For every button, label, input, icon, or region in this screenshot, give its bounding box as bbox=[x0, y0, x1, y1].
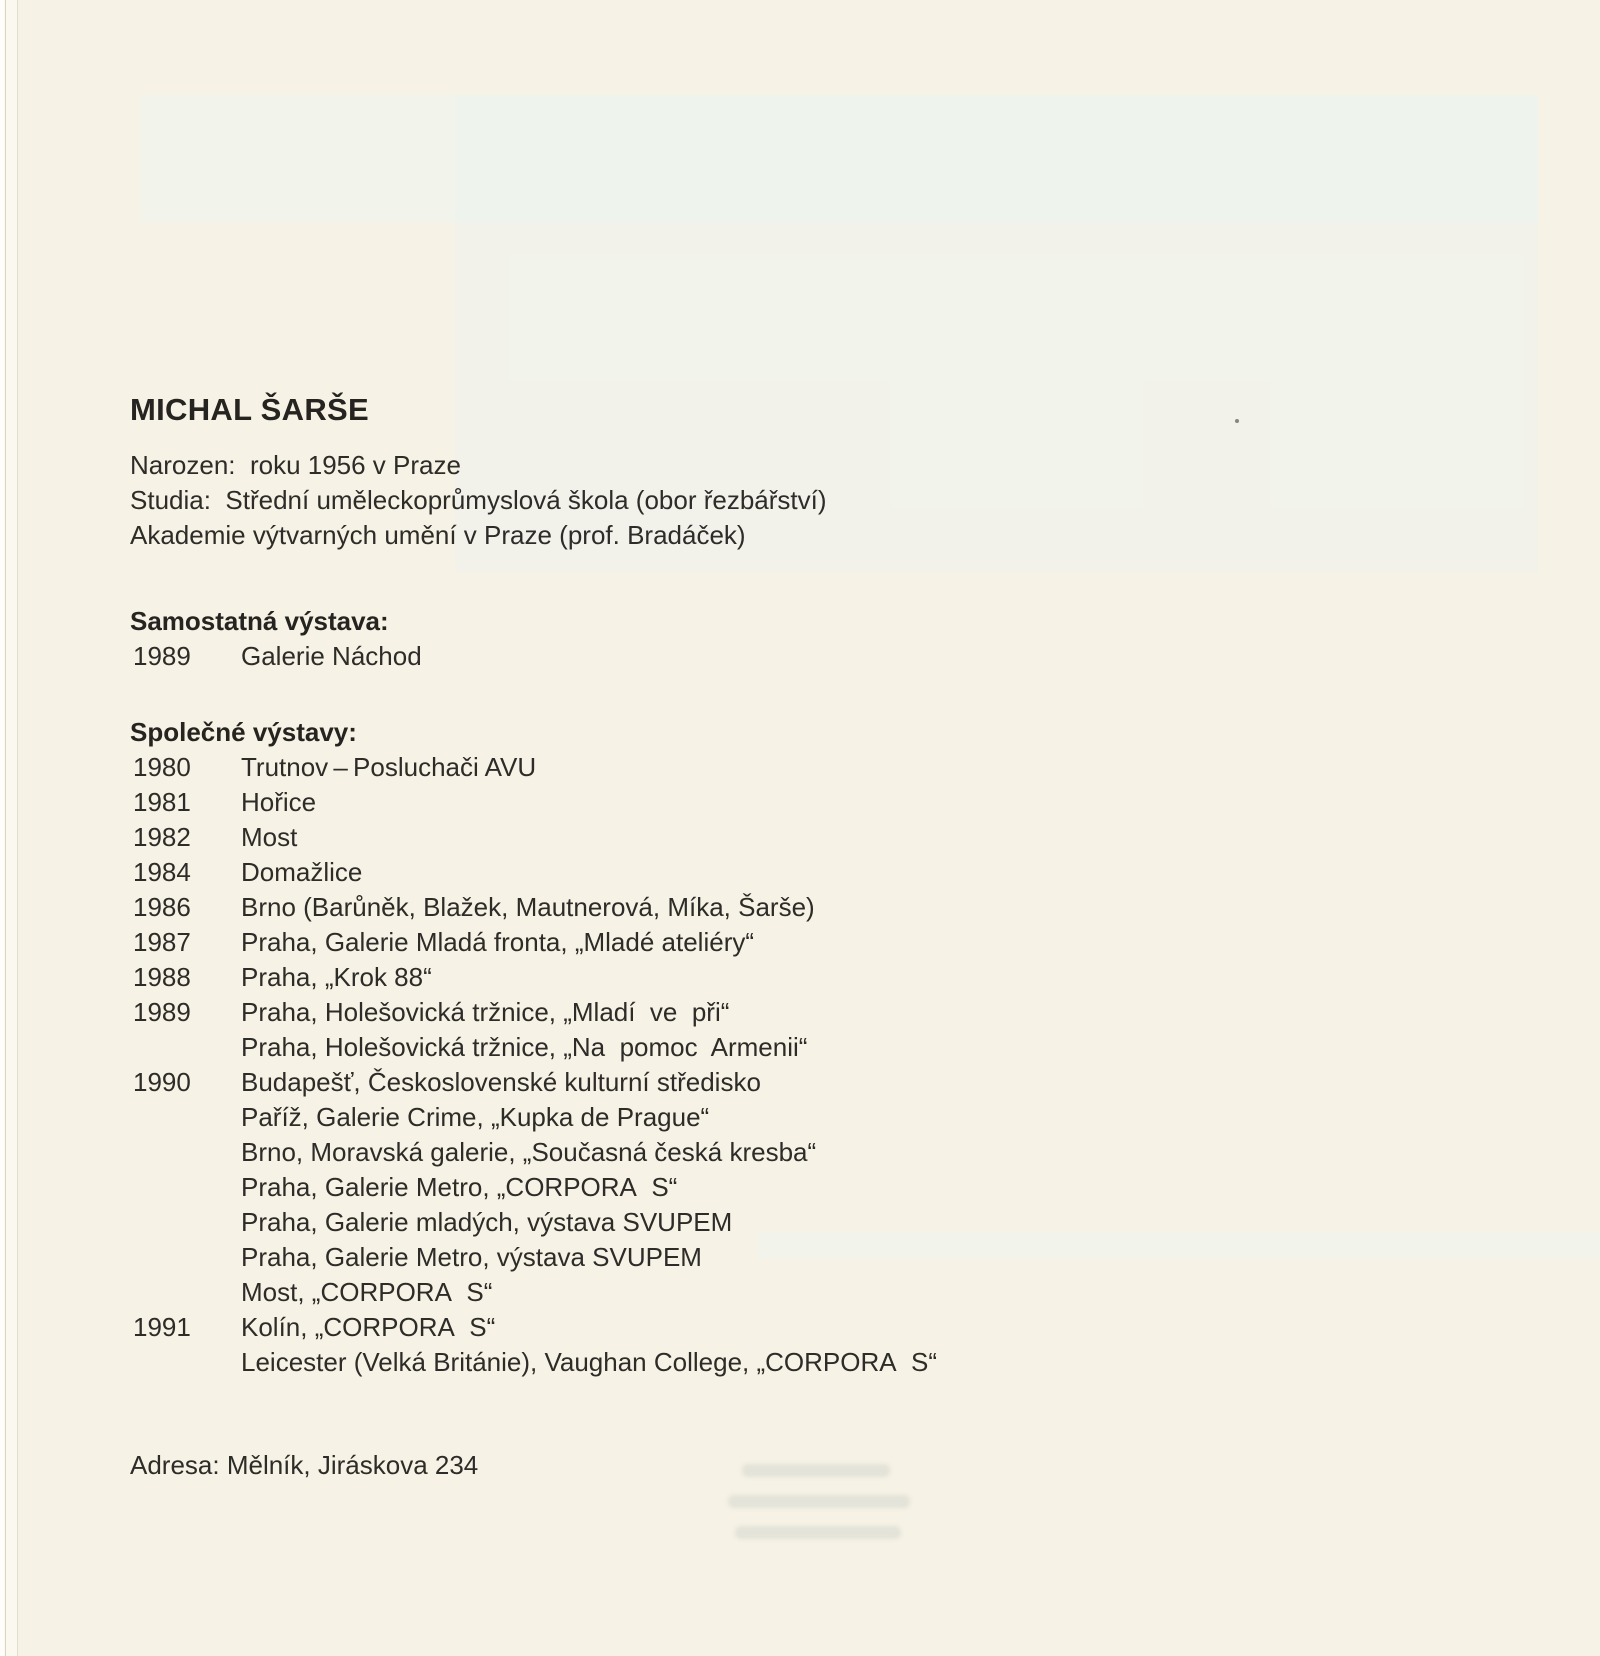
bio-line-born: Narozen: roku 1956 v Praze bbox=[130, 450, 461, 480]
exhibition-row bbox=[130, 855, 1490, 890]
exhibition-row bbox=[130, 925, 1490, 960]
exhibition-text: Praha, Galerie Mladá fronta, „Mladé ateliéry“ bbox=[241, 927, 755, 957]
exhibition-row bbox=[130, 1345, 1490, 1380]
exhibition-row bbox=[130, 995, 1490, 1030]
exhibition-text: Praha, Galerie Metro, výstava SVUPEM bbox=[241, 1242, 702, 1272]
exhibition-text: Praha, „Krok 88“ bbox=[241, 962, 432, 992]
exhibition-row bbox=[130, 960, 1490, 995]
exhibition-row bbox=[130, 1100, 1490, 1135]
exhibition-year: 1989 bbox=[133, 641, 191, 671]
exhibition-row bbox=[130, 1065, 1490, 1100]
exhibition-year: 1990 bbox=[133, 1067, 191, 1097]
exhibition-year bbox=[130, 1170, 241, 1205]
exhibition-row bbox=[130, 639, 1490, 674]
exhibition-text: Galerie Náchod bbox=[241, 641, 422, 671]
exhibition-row bbox=[130, 1310, 1490, 1345]
group-exhibitions-heading: Společné výstavy: bbox=[130, 717, 357, 747]
page-binding-edge bbox=[0, 0, 18, 1656]
exhibition-year: 1984 bbox=[133, 857, 191, 887]
bio-line-studies: Studia: Střední uměleckoprůmyslová škola (obor řezbářství) bbox=[130, 485, 827, 515]
exhibition-text: Domažlice bbox=[241, 857, 363, 887]
exhibition-text: Most, „CORPORA S“ bbox=[241, 1277, 493, 1307]
bio-block bbox=[130, 448, 1490, 553]
exhibition-year: 1986 bbox=[133, 892, 191, 922]
smudge-line bbox=[728, 1495, 910, 1508]
exhibition-text: Praha, Holešovická tržnice, „Mladí ve při“ bbox=[241, 997, 730, 1027]
address-line: Adresa: Mělník, Jiráskova 234 bbox=[130, 1450, 479, 1480]
showthrough-patch-top-wide bbox=[140, 95, 1538, 223]
exhibition-year bbox=[130, 1345, 241, 1380]
exhibition-text: Leicester (Velká Británie), Vaughan College, „CORPORA S“ bbox=[241, 1347, 938, 1377]
exhibition-year: 1980 bbox=[133, 752, 191, 782]
exhibition-row bbox=[130, 1170, 1490, 1205]
exhibition-year: 1989 bbox=[133, 997, 191, 1027]
exhibition-row bbox=[130, 785, 1490, 820]
artist-name-heading: MICHAL ŠARŠE bbox=[130, 392, 369, 427]
exhibition-text: Praha, Holešovická tržnice, „Na pomoc Armenii“ bbox=[241, 1032, 808, 1062]
exhibition-year bbox=[130, 1205, 241, 1240]
solo-exhibitions-heading: Samostatná výstava: bbox=[130, 606, 389, 636]
solo-exhibitions-list bbox=[130, 639, 1490, 674]
cv-content bbox=[130, 392, 1490, 1483]
exhibition-row bbox=[130, 750, 1490, 785]
exhibition-text: Kolín, „CORPORA S“ bbox=[241, 1312, 496, 1342]
exhibition-row bbox=[130, 820, 1490, 855]
exhibition-text: Brno, Moravská galerie, „Současná česká kresba“ bbox=[241, 1137, 817, 1167]
exhibition-text: Brno (Barůněk, Blažek, Mautnerová, Míka, Šarše) bbox=[241, 892, 815, 922]
exhibition-text: Hořice bbox=[241, 787, 317, 817]
exhibition-year bbox=[130, 1030, 241, 1065]
exhibition-year bbox=[130, 1240, 241, 1275]
exhibition-year: 1988 bbox=[133, 962, 191, 992]
bio-line-academy: Akademie výtvarných umění v Praze (prof. Bradáček) bbox=[130, 520, 746, 550]
exhibition-year: 1991 bbox=[133, 1312, 191, 1342]
exhibition-text: Most bbox=[241, 822, 298, 852]
exhibition-year bbox=[130, 1275, 241, 1310]
exhibition-row bbox=[130, 1135, 1490, 1170]
exhibition-row bbox=[130, 1205, 1490, 1240]
exhibition-text: Paříž, Galerie Crime, „Kupka de Prague“ bbox=[241, 1102, 710, 1132]
exhibition-row bbox=[130, 1275, 1490, 1310]
exhibition-text: Budapešť, Československé kulturní středisko bbox=[241, 1067, 761, 1097]
smudge-line bbox=[735, 1526, 901, 1539]
exhibition-year: 1987 bbox=[133, 927, 191, 957]
exhibition-text: Praha, Galerie Metro, „CORPORA S“ bbox=[241, 1172, 678, 1202]
exhibition-text: Praha, Galerie mladých, výstava SVUPEM bbox=[241, 1207, 733, 1237]
exhibition-year: 1982 bbox=[133, 822, 191, 852]
exhibition-row bbox=[130, 1030, 1490, 1065]
exhibition-year: 1981 bbox=[133, 787, 191, 817]
exhibition-text: Trutnov – Posluchači AVU bbox=[241, 752, 537, 782]
exhibition-year bbox=[130, 1100, 241, 1135]
exhibition-row bbox=[130, 1240, 1490, 1275]
exhibition-row bbox=[130, 890, 1490, 925]
exhibition-year bbox=[130, 1135, 241, 1170]
group-exhibitions-list bbox=[130, 750, 1490, 1380]
